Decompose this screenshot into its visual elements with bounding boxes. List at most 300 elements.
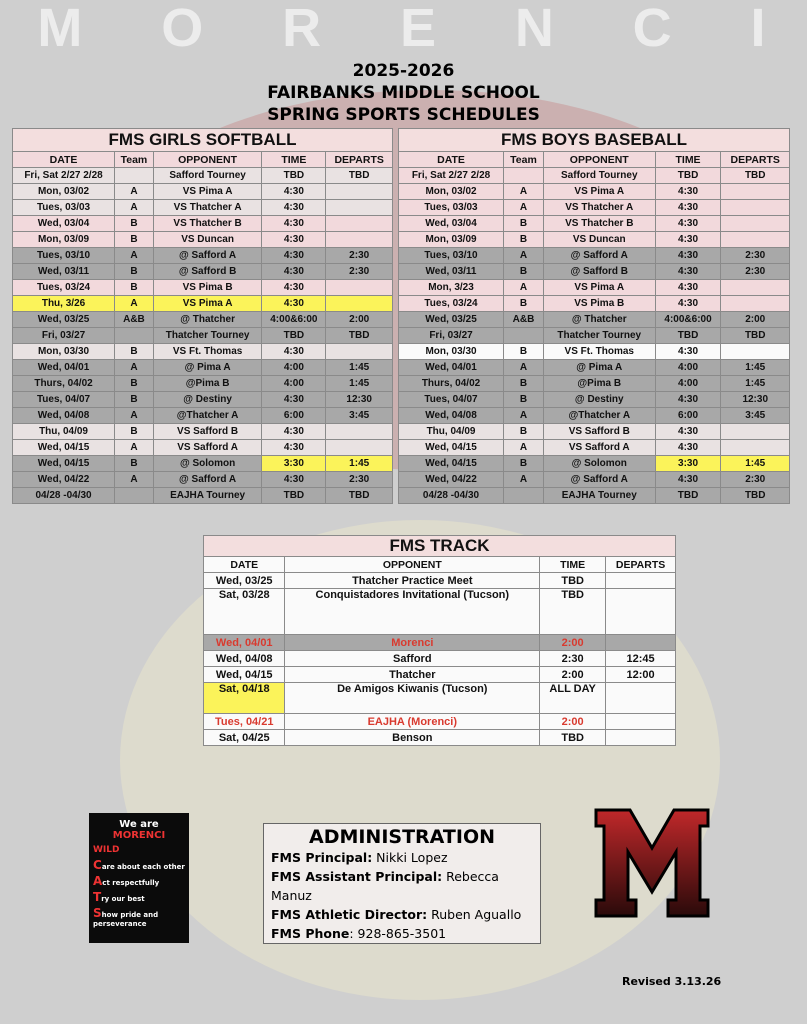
table-cell: B xyxy=(504,392,544,408)
table-cell: Thu, 3/26 xyxy=(13,296,115,312)
table-cell: @ Safford B xyxy=(543,264,655,280)
table-cell: B xyxy=(115,392,154,408)
table-cell: 3:45 xyxy=(326,408,393,424)
table-cell: Tues, 04/07 xyxy=(13,392,115,408)
table-cell: B xyxy=(115,456,154,472)
table-row xyxy=(399,424,790,440)
table-cell: 1:45 xyxy=(326,376,393,392)
table-cell: EAJHA Tourney xyxy=(543,488,655,504)
table-cell: VS Pima A xyxy=(153,296,262,312)
table-cell: @ Safford A xyxy=(153,472,262,488)
table-cell: Thatcher Tourney xyxy=(543,328,655,344)
table-cell: Wed, 04/15 xyxy=(13,456,115,472)
table-cell: VS Thatcher B xyxy=(543,216,655,232)
table-cell xyxy=(115,168,154,184)
table-cell: Tues, 03/10 xyxy=(13,248,115,264)
table-cell: 2:00 xyxy=(540,714,606,730)
column-header: OPPONENT xyxy=(285,557,540,573)
table-row xyxy=(13,264,393,280)
table-cell: TBD xyxy=(262,328,326,344)
table-cell: Wed, 04/08 xyxy=(13,408,115,424)
column-header: DEPARTS xyxy=(606,557,676,573)
table-cell: 4:30 xyxy=(262,264,326,280)
table-cell: B xyxy=(504,376,544,392)
column-header: DATE xyxy=(204,557,285,573)
table-row xyxy=(13,328,393,344)
table-cell: @ Solomon xyxy=(543,456,655,472)
table-cell: @ Safford A xyxy=(543,248,655,264)
table-row xyxy=(13,248,393,264)
table-cell: @ Safford A xyxy=(543,472,655,488)
table-cell: 4:30 xyxy=(262,472,326,488)
table-cell: 2:00 xyxy=(326,312,393,328)
table-row xyxy=(399,216,790,232)
table-cell: 4:30 xyxy=(262,440,326,456)
table-row xyxy=(13,232,393,248)
revised-date: Revised 3.13.26 xyxy=(622,975,722,988)
table-cell: Thu, 04/09 xyxy=(13,424,115,440)
table-cell: VS Ft. Thomas xyxy=(153,344,262,360)
table-cell: 04/28 -04/30 xyxy=(399,488,504,504)
table-cell xyxy=(326,232,393,248)
table-row xyxy=(13,440,393,456)
table-cell: Benson xyxy=(285,730,540,746)
table-cell: @ Thatcher xyxy=(543,312,655,328)
table-cell: B xyxy=(115,264,154,280)
table-row xyxy=(13,168,393,184)
table-cell xyxy=(504,168,544,184)
table-cell: VS Pima B xyxy=(543,296,655,312)
table-cell: @ Pima A xyxy=(543,360,655,376)
table-row xyxy=(204,667,676,683)
table-cell: Thatcher Practice Meet xyxy=(285,573,540,589)
table-row xyxy=(399,296,790,312)
admin-line: FMS Athletic Director: Ruben Aguallo xyxy=(271,907,522,922)
table-row xyxy=(399,440,790,456)
table-cell: @ Safford A xyxy=(153,248,262,264)
table-cell: @Thatcher A xyxy=(543,408,655,424)
poster-line: WILD xyxy=(93,845,120,855)
table-cell: VS Pima A xyxy=(153,184,262,200)
table-cell: B xyxy=(504,424,544,440)
table-cell: 4:30 xyxy=(655,264,721,280)
table-cell: 4:30 xyxy=(655,424,721,440)
table-cell: Tues, 03/03 xyxy=(13,200,115,216)
table-cell: B xyxy=(115,376,154,392)
header-title: SPRING SPORTS SCHEDULES xyxy=(267,105,540,125)
table-title-row xyxy=(399,129,790,152)
table-cell: @ Destiny xyxy=(543,392,655,408)
table-cell: Mon, 03/02 xyxy=(13,184,115,200)
table-title: FMS BOYS BASEBALL xyxy=(399,129,790,152)
table-cell: @ Destiny xyxy=(153,392,262,408)
admin-line: FMS Principal: Nikki Lopez xyxy=(271,850,448,865)
table-cell: Mon, 03/02 xyxy=(399,184,504,200)
table-cell: B xyxy=(504,296,544,312)
table-cell: 4:30 xyxy=(262,280,326,296)
table-cell: 1:45 xyxy=(721,360,790,376)
table-cell: 1:45 xyxy=(721,456,790,472)
table-row xyxy=(399,328,790,344)
document-header xyxy=(0,60,807,126)
table-cell: Wed, 04/15 xyxy=(13,440,115,456)
table-cell: Tues, 04/21 xyxy=(204,714,285,730)
table-cell: Fri, Sat 2/27 2/28 xyxy=(13,168,115,184)
table-row xyxy=(204,589,676,635)
table-cell xyxy=(721,440,790,456)
table-row xyxy=(399,408,790,424)
column-header: OPPONENT xyxy=(543,152,655,168)
table-header-row xyxy=(204,557,676,573)
table-row xyxy=(204,714,676,730)
table-cell: 4:30 xyxy=(655,392,721,408)
poster-line: are about each other xyxy=(101,863,185,871)
table-cell: TBD xyxy=(721,168,790,184)
table-row xyxy=(399,168,790,184)
table-cell: Wed, 03/04 xyxy=(399,216,504,232)
table-cell: 2:00 xyxy=(721,312,790,328)
table-cell: 3:30 xyxy=(262,456,326,472)
table-cell xyxy=(721,232,790,248)
table-cell: Wed, 04/01 xyxy=(204,635,285,651)
poster-line: ry our best xyxy=(101,895,145,903)
table-row xyxy=(399,392,790,408)
table-cell: 4:00&6:00 xyxy=(262,312,326,328)
column-header: DATE xyxy=(13,152,115,168)
table-cell xyxy=(326,440,393,456)
table-cell: Conquistadores Invitational (Tucson) xyxy=(285,589,540,635)
table-cell: VS Thatcher B xyxy=(153,216,262,232)
table-cell: Safford Tourney xyxy=(543,168,655,184)
table-cell: 4:00&6:00 xyxy=(655,312,721,328)
baseball-schedule-table xyxy=(398,128,790,504)
table-cell: A xyxy=(504,360,544,376)
table-cell: 4:30 xyxy=(655,248,721,264)
table-cell: 6:00 xyxy=(262,408,326,424)
table-cell: 4:30 xyxy=(655,280,721,296)
table-cell: 4:30 xyxy=(262,232,326,248)
table-cell: 3:45 xyxy=(721,408,790,424)
table-cell: A xyxy=(115,296,154,312)
table-cell xyxy=(326,184,393,200)
table-cell xyxy=(721,184,790,200)
table-cell: VS Safford A xyxy=(543,440,655,456)
table-cell: 4:30 xyxy=(262,248,326,264)
table-row xyxy=(13,216,393,232)
table-cell: 1:45 xyxy=(326,456,393,472)
poster-line: We are xyxy=(119,819,159,830)
table-row xyxy=(13,312,393,328)
table-cell: Mon, 03/09 xyxy=(399,232,504,248)
table-row xyxy=(204,730,676,746)
table-cell: A&B xyxy=(504,312,544,328)
table-row xyxy=(399,200,790,216)
table-cell: Wed, 04/22 xyxy=(399,472,504,488)
table-row xyxy=(399,360,790,376)
table-cell: 4:30 xyxy=(262,344,326,360)
table-cell xyxy=(326,296,393,312)
column-header: OPPONENT xyxy=(153,152,262,168)
table-cell: Mon, 3/23 xyxy=(399,280,504,296)
table-cell: Tues, 03/24 xyxy=(13,280,115,296)
table-cell: 2:30 xyxy=(540,651,606,667)
table-cell xyxy=(606,589,676,635)
table-cell: Safford Tourney xyxy=(153,168,262,184)
table-cell: Sat, 03/28 xyxy=(204,589,285,635)
table-cell: TBD xyxy=(655,168,721,184)
table-cell xyxy=(721,216,790,232)
table-row xyxy=(13,184,393,200)
header-school: FAIRBANKS MIDDLE SCHOOL xyxy=(267,83,540,103)
table-cell xyxy=(606,714,676,730)
column-header: Team xyxy=(115,152,154,168)
softball-schedule-table xyxy=(12,128,393,504)
table-row xyxy=(399,184,790,200)
table-cell: 4:30 xyxy=(262,392,326,408)
table-cell: 1:45 xyxy=(326,360,393,376)
table-cell xyxy=(721,200,790,216)
table-cell: Tues, 03/10 xyxy=(399,248,504,264)
table-cell: TBD xyxy=(262,168,326,184)
table-cell: ALL DAY xyxy=(540,683,606,714)
table-cell: A xyxy=(115,200,154,216)
table-cell: 2:30 xyxy=(326,472,393,488)
table-cell: VS Safford B xyxy=(153,424,262,440)
table-cell: 2:30 xyxy=(721,472,790,488)
table-row xyxy=(13,392,393,408)
table-cell: B xyxy=(504,216,544,232)
table-cell: Wed, 04/15 xyxy=(399,456,504,472)
table-cell: A xyxy=(115,408,154,424)
table-cell: B xyxy=(115,232,154,248)
table-cell: A xyxy=(115,440,154,456)
table-row xyxy=(399,280,790,296)
table-cell: Wed, 03/04 xyxy=(13,216,115,232)
table-cell xyxy=(504,488,544,504)
table-row xyxy=(204,573,676,589)
column-header: TIME xyxy=(540,557,606,573)
table-row xyxy=(13,280,393,296)
table-cell: A xyxy=(504,280,544,296)
table-cell: EAJHA Tourney xyxy=(153,488,262,504)
column-header: TIME xyxy=(655,152,721,168)
table-cell: A xyxy=(115,184,154,200)
table-cell: Wed, 03/25 xyxy=(13,312,115,328)
admin-line: FMS Phone: 928-865-3501 xyxy=(271,926,447,941)
table-cell xyxy=(721,344,790,360)
table-cell: Wed, 04/22 xyxy=(13,472,115,488)
table-cell: TBD xyxy=(655,328,721,344)
table-cell: 4:30 xyxy=(655,232,721,248)
admin-line: FMS Assistant Principal: Rebecca Manuz xyxy=(271,869,499,903)
table-cell: Tues, 03/03 xyxy=(399,200,504,216)
table-cell: Safford xyxy=(285,651,540,667)
table-row xyxy=(399,376,790,392)
table-row xyxy=(204,635,676,651)
table-cell: Sat, 04/25 xyxy=(204,730,285,746)
table-cell: Wed, 04/08 xyxy=(399,408,504,424)
table-cell: Wed, 04/15 xyxy=(204,667,285,683)
table-row xyxy=(13,408,393,424)
table-title-row xyxy=(204,536,676,557)
header-year: 2025-2026 xyxy=(352,61,455,81)
table-cell: 12:30 xyxy=(326,392,393,408)
table-header-row xyxy=(13,152,393,168)
table-cell: Wed, 03/25 xyxy=(204,573,285,589)
table-cell: A xyxy=(115,472,154,488)
table-cell: 4:30 xyxy=(655,200,721,216)
table-row xyxy=(204,683,676,714)
table-cell xyxy=(115,488,154,504)
table-cell: EAJHA (Morenci) xyxy=(285,714,540,730)
table-cell xyxy=(326,424,393,440)
table-cell xyxy=(326,216,393,232)
table-cell xyxy=(606,573,676,589)
table-cell: 2:30 xyxy=(326,264,393,280)
table-row xyxy=(13,472,393,488)
table-cell: VS Safford A xyxy=(153,440,262,456)
table-row xyxy=(13,296,393,312)
table-cell xyxy=(721,296,790,312)
table-cell: 4:30 xyxy=(655,184,721,200)
table-title-row xyxy=(13,129,393,152)
table-cell xyxy=(606,635,676,651)
table-cell: VS Thatcher A xyxy=(153,200,262,216)
table-cell: TBD xyxy=(540,589,606,635)
table-cell: A xyxy=(504,440,544,456)
table-cell: B xyxy=(115,424,154,440)
table-cell: 4:30 xyxy=(655,296,721,312)
table-cell: 4:30 xyxy=(262,184,326,200)
table-cell: B xyxy=(504,344,544,360)
table-cell: @Pima B xyxy=(543,376,655,392)
table-cell: B xyxy=(115,344,154,360)
table-cell: 1:45 xyxy=(721,376,790,392)
table-row xyxy=(399,344,790,360)
table-cell: 12:45 xyxy=(606,651,676,667)
table-cell: Mon, 03/09 xyxy=(13,232,115,248)
table-cell: VS Ft. Thomas xyxy=(543,344,655,360)
table-cell: 4:30 xyxy=(262,216,326,232)
table-cell: A xyxy=(504,184,544,200)
table-cell: 4:00 xyxy=(262,376,326,392)
table-row xyxy=(13,488,393,504)
table-header-row xyxy=(399,152,790,168)
table-cell: @ Solomon xyxy=(153,456,262,472)
table-cell: 2:00 xyxy=(540,635,606,651)
table-cell: A xyxy=(504,472,544,488)
table-cell: 4:00 xyxy=(655,376,721,392)
table-cell: Wed, 03/11 xyxy=(13,264,115,280)
table-cell: @ Safford B xyxy=(153,264,262,280)
table-row xyxy=(399,456,790,472)
column-header: DATE xyxy=(399,152,504,168)
table-row xyxy=(399,472,790,488)
column-header: DEPARTS xyxy=(326,152,393,168)
table-cell: TBD xyxy=(721,488,790,504)
watermark: M O R E N C I xyxy=(37,0,770,58)
table-cell: De Amigos Kiwanis (Tucson) xyxy=(285,683,540,714)
table-cell: 4:30 xyxy=(655,216,721,232)
table-cell: Wed, 04/15 xyxy=(399,440,504,456)
table-cell: 2:00 xyxy=(540,667,606,683)
table-cell: Fri, Sat 2/27 2/28 xyxy=(399,168,504,184)
table-cell: VS Pima B xyxy=(153,280,262,296)
table-cell xyxy=(606,730,676,746)
table-cell: VS Thatcher A xyxy=(543,200,655,216)
table-cell: Mon, 03/30 xyxy=(399,344,504,360)
table-cell: Tues, 04/07 xyxy=(399,392,504,408)
poster-line: ct respectfully xyxy=(102,879,160,887)
table-title: FMS TRACK xyxy=(204,536,676,557)
table-cell xyxy=(115,328,154,344)
table-cell: A xyxy=(504,408,544,424)
table-cell: B xyxy=(115,280,154,296)
table-row xyxy=(13,360,393,376)
table-cell: TBD xyxy=(721,328,790,344)
table-cell: B xyxy=(504,456,544,472)
table-cell: 4:30 xyxy=(655,344,721,360)
table-cell: 4:30 xyxy=(262,424,326,440)
table-row xyxy=(13,424,393,440)
table-cell: Thu, 04/09 xyxy=(399,424,504,440)
table-cell: Thurs, 04/02 xyxy=(399,376,504,392)
table-cell: 2:30 xyxy=(721,264,790,280)
table-row xyxy=(13,456,393,472)
table-cell: 04/28 -04/30 xyxy=(13,488,115,504)
table-cell: 6:00 xyxy=(655,408,721,424)
column-header: DEPARTS xyxy=(721,152,790,168)
table-cell: 4:30 xyxy=(655,440,721,456)
morenci-m-logo xyxy=(594,808,710,918)
wildcats-poster: We are MORENCI WILD Care about each other Act respectfully Try our best Show pride and perseverance xyxy=(89,813,189,943)
table-cell: TBD xyxy=(326,328,393,344)
table-cell: @ Thatcher xyxy=(153,312,262,328)
table-cell: TBD xyxy=(540,730,606,746)
table-cell: Wed, 03/25 xyxy=(399,312,504,328)
table-cell: 4:30 xyxy=(262,200,326,216)
table-cell xyxy=(721,280,790,296)
table-row xyxy=(399,488,790,504)
table-cell: A xyxy=(115,248,154,264)
table-row xyxy=(13,344,393,360)
table-cell: TBD xyxy=(655,488,721,504)
table-cell: A xyxy=(504,200,544,216)
table-cell: Wed, 04/08 xyxy=(204,651,285,667)
table-cell: VS Pima A xyxy=(543,280,655,296)
column-header: TIME xyxy=(262,152,326,168)
table-cell xyxy=(326,344,393,360)
table-title: FMS GIRLS SOFTBALL xyxy=(13,129,393,152)
table-cell: VS Pima A xyxy=(543,184,655,200)
column-header: Team xyxy=(504,152,544,168)
table-row xyxy=(204,651,676,667)
table-row xyxy=(399,264,790,280)
table-cell xyxy=(326,280,393,296)
table-cell xyxy=(504,328,544,344)
table-cell: @Pima B xyxy=(153,376,262,392)
table-cell: VS Safford B xyxy=(543,424,655,440)
table-cell: Thatcher Tourney xyxy=(153,328,262,344)
table-cell: Wed, 03/11 xyxy=(399,264,504,280)
table-cell: B xyxy=(115,216,154,232)
table-cell: 4:00 xyxy=(262,360,326,376)
table-cell: Morenci xyxy=(285,635,540,651)
table-cell: 2:30 xyxy=(721,248,790,264)
table-cell: 4:30 xyxy=(655,472,721,488)
table-cell: @ Pima A xyxy=(153,360,262,376)
table-cell: Thatcher xyxy=(285,667,540,683)
